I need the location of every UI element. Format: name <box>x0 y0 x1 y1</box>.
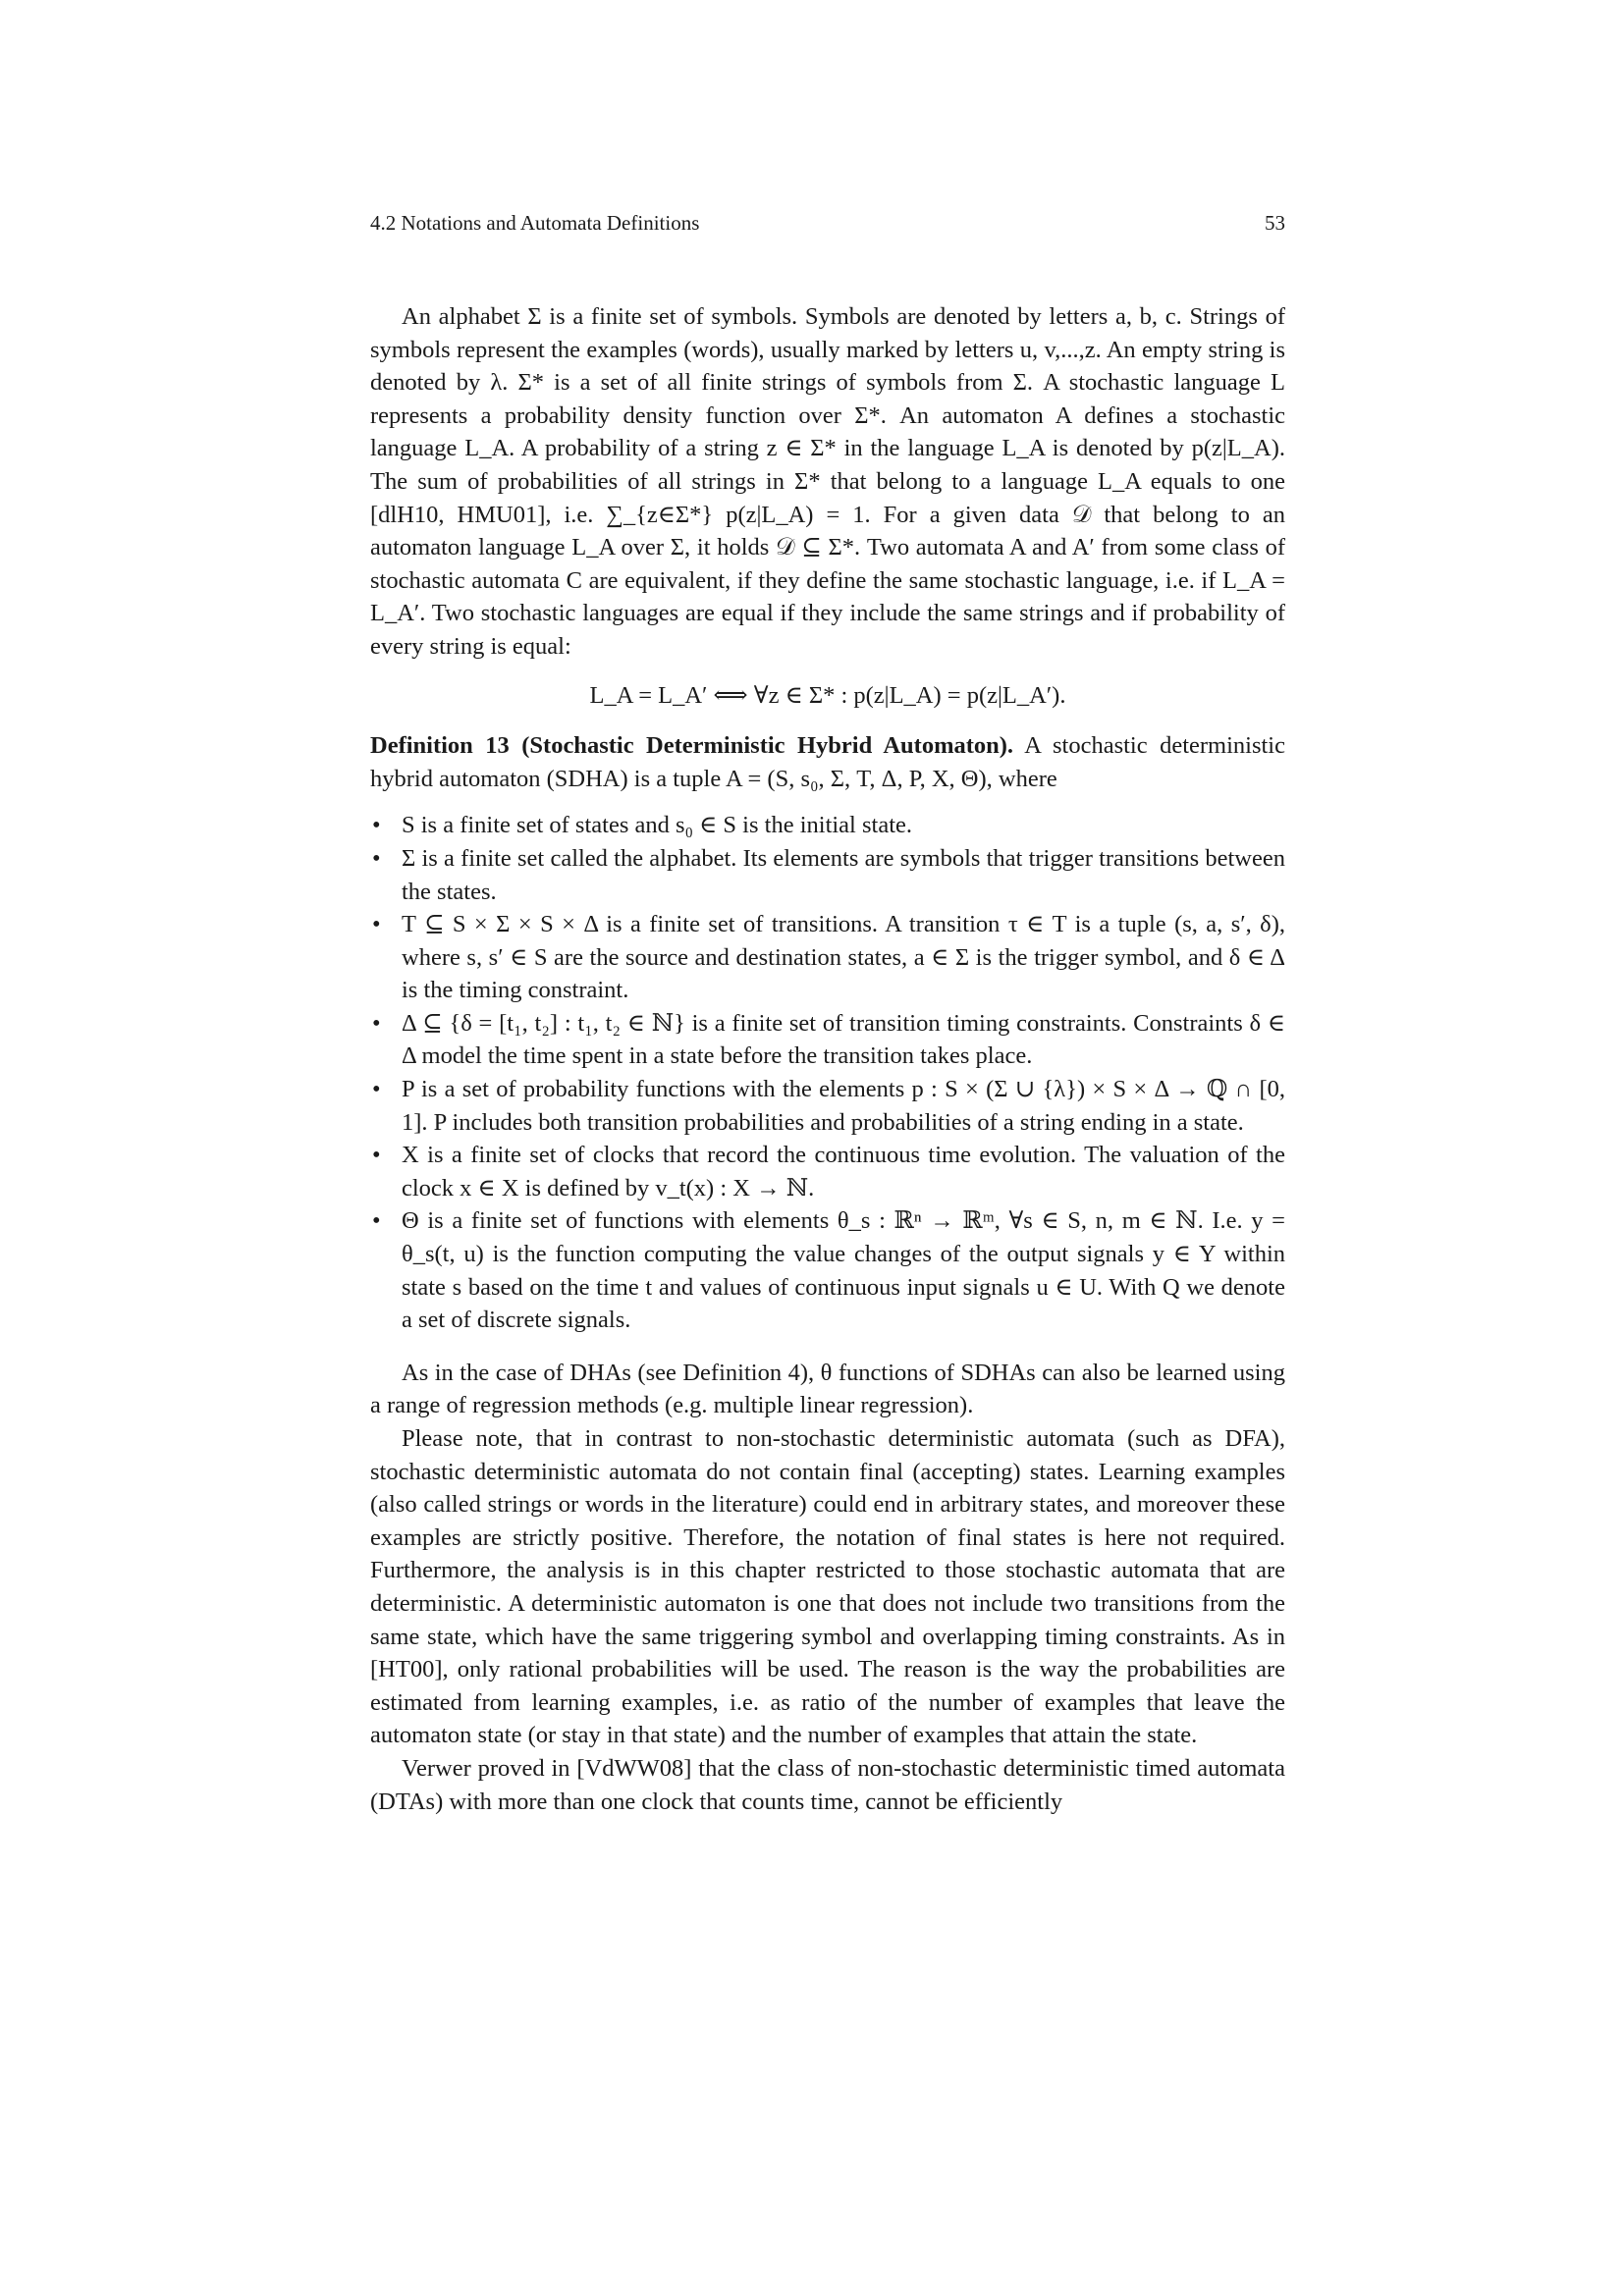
definition-title: Definition 13 (Stochastic Deterministic Hybrid Automaton). <box>370 732 1014 760</box>
list-item-text: Δ ⊆ {δ = [t₁, t₂] : t₁, t₂ ∈ ℕ} is a finite set of transition timing constraints. Constraints δ ∈ Δ model the time spent in a state before the transition takes place. <box>402 1009 1285 1070</box>
bullet: • <box>372 1142 381 1169</box>
definition-13 <box>370 729 1285 795</box>
page-number: 53 <box>1265 211 1285 235</box>
list-item <box>370 809 1285 842</box>
list-item <box>370 1139 1285 1204</box>
list-item-text: T ⊆ S × Σ × S × Δ is a finite set of transitions. A transition τ ∈ T is a tuple (s, a, s′, δ), where s, s′ ∈ S are the source and destination states, a ∈ Σ is the trigger symbol, and δ ∈ Δ is the timing constraint. <box>402 911 1285 1004</box>
list-item-text: Θ is a finite set of functions with elements θ_s : ℝⁿ → ℝᵐ, ∀s ∈ S, n, m ∈ ℕ. I.e. y = θ_s(t, u) is the function computing the value changes of the output signals y ∈ Y within state s based on the time t and values of continuous input signals u ∈ U. With Q we denote a set of discrete signals. <box>402 1207 1285 1334</box>
list-item <box>370 1204 1285 1336</box>
list-item <box>370 1073 1285 1139</box>
body-text <box>370 300 1285 1818</box>
paragraph-alphabet: An alphabet Σ is a finite set of symbols. Symbols are denoted by letters a, b, c. Strings of symbols represent the examples (words), usually marked by letters u, v,...,z. An empty string is denoted by λ. Σ* is a set of all finite strings of symbols from Σ. A stochastic language L represents a probability density function over Σ*. An automaton A defines a stochastic language L_A. A probability of a string z ∈ Σ* in the language L_A is denoted by p(z|L_A). The sum of probabilities of all strings in Σ* that belong to a language L_A equals to one [dlH10, HMU01], i.e. ∑_{z∈Σ*} p(z|L_A) = 1. For a given data 𝒟 that belong to an automaton language L_A over Σ, it holds 𝒟 ⊆ Σ*. Two automata A and A′ from some class of stochastic automata C are equivalent, if they define the same stochastic language, i.e. if L_A = L_A′. Two stochastic languages are equal if they include the same strings and if probability of every string is equal: <box>370 303 1285 660</box>
list-item-text: X is a finite set of clocks that record the continuous time evolution. The valuation of the clock x ∈ X is defined by v_t(x) : X → ℕ. <box>402 1142 1285 1201</box>
bullet: • <box>372 911 381 938</box>
bullet: • <box>372 1207 381 1235</box>
bullet: • <box>372 1009 381 1037</box>
definition-list <box>370 809 1285 1337</box>
list-item-text: Σ is a finite set called the alphabet. Its elements are symbols that trigger transitions between the states. <box>402 844 1285 905</box>
equation-language-equality: L_A = L_A′ ⟺ ∀z ∈ Σ* : p(z|L_A) = p(z|L_A′). <box>589 681 1066 709</box>
section-title: 4.2 Notations and Automata Definitions <box>370 211 700 235</box>
paragraph-verwer: Verwer proved in [VdWW08] that the class of non-stochastic deterministic timed automata (DTAs) with more than one clock that counts time, cannot be efficiently <box>370 1754 1285 1815</box>
bullet: • <box>372 812 381 839</box>
paragraph-dha-regression: As in the case of DHAs (see Definition 4), θ functions of SDHAs can also be learned using a range of regression methods (e.g. multiple linear regression). <box>370 1359 1285 1419</box>
list-item <box>370 1007 1285 1073</box>
list-item-text: P is a set of probability functions with the elements p : S × (Σ ∪ {λ}) × S × Δ → ℚ ∩ [0, 1]. P includes both transition probabilities and probabilities of a string ending in a state. <box>402 1076 1285 1136</box>
list-item <box>370 908 1285 1007</box>
bullet: • <box>372 844 381 872</box>
list-item <box>370 842 1285 908</box>
list-item-text: S is a finite set of states and s₀ ∈ S is the initial state. <box>402 812 913 839</box>
bullet: • <box>372 1076 381 1103</box>
paragraph-final-states: Please note, that in contrast to non-stochastic deterministic automata (such as DFA), stochastic deterministic automata do not contain final (accepting) states. Learning examples (also called strings or words in the literature) could end in arbitrary states, and moreover these examples are strictly positive. Therefore, the notation of final states is here not required. Furthermore, the analysis is in this chapter restricted to those stochastic automata that are deterministic. A deterministic automaton is one that does not include two transitions from the same state, which have the same triggering symbol and overlapping timing constraints. As in [HT00], only rational probabilities will be used. The reason is the way the probabilities are estimated from learning examples, i.e. as ratio of the number of examples that leave the automaton state (or stay in that state) and the number of examples that attain the state. <box>370 1425 1285 1749</box>
definition-intro: A stochastic deterministic hybrid automaton (SDHA) is a tuple A = (S, s₀, Σ, T, Δ, P, X, Θ), where <box>370 732 1285 792</box>
